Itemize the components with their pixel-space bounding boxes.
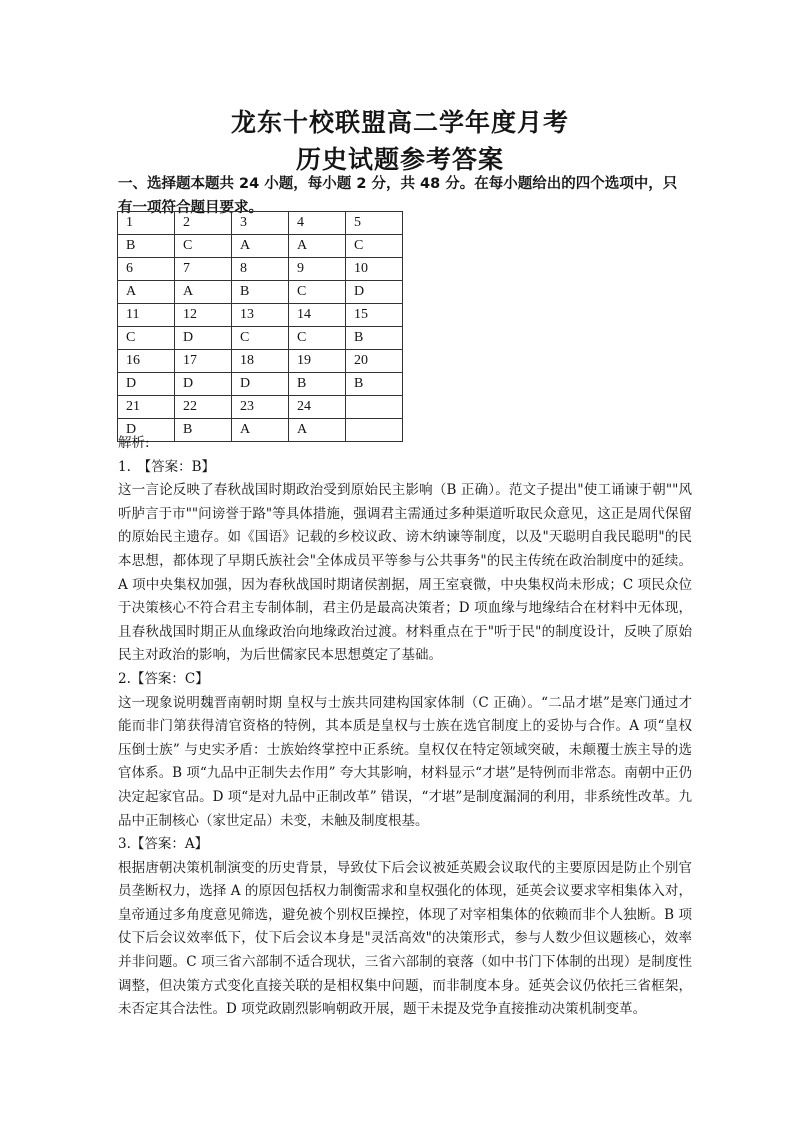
table-cell: 8 — [232, 258, 289, 281]
table-cell: D — [346, 281, 403, 304]
table-cell: 2 — [175, 212, 232, 235]
table-cell: D — [118, 419, 175, 442]
table-cell: 13 — [232, 304, 289, 327]
table-cell: B — [289, 373, 346, 396]
table-cell: D — [232, 373, 289, 396]
table-cell: C — [232, 327, 289, 350]
table-cell: D — [118, 373, 175, 396]
exam-subtitle: 历史试题参考答案 — [295, 145, 504, 174]
table-cell: B — [346, 327, 403, 350]
answer-heading-2: 2.【答案：C】 — [118, 670, 209, 687]
table-cell: 6 — [118, 258, 175, 281]
table-row — [118, 304, 403, 327]
table-cell: 23 — [232, 396, 289, 419]
table-cell: B — [232, 281, 289, 304]
table-cell: 22 — [175, 396, 232, 419]
analysis-section — [118, 432, 692, 1022]
table-row — [118, 258, 403, 281]
table-row — [118, 350, 403, 373]
answer-heading-3: 3.【答案：A】 — [118, 836, 209, 853]
table-cell: B — [118, 235, 175, 258]
table-cell: D — [175, 327, 232, 350]
table-cell: C — [118, 327, 175, 350]
explanation-paragraph-1: 这一言论反映了春秋战国时期政治受到原始民主影响（B 正确）。范文子提出"使工诵谏于朝""风听胪言于市""问谤誉于路"等具体措施，强调君主需通过多种渠道听取民众意见，这正是周代保留的原始民主遗存。如《国语》记载的乡校议政、谤木纳谏等制度，以及"天聪明自我民聪明"的民本思想，都体现了早期氏族社会"全体成员平等参与公共事务"的民主传统在政治制度中的延续。A 项中央集权加强，因为春秋战国时期诸侯割据，周王室衰微，中央集权尚未形成；C 项民众位于决策核心不符合君主专制体制，君主仍是最高决策者；D 项血缘与地缘结合在材料中无体现，且春秋战国时期正从血缘政治向地缘政治过渡。材料重点在于"听于民"的制度设计，反映了原始民主对政治的影响，为后世儒家民本思想奠定了基础。 — [118, 482, 692, 664]
table-cell: 17 — [175, 350, 232, 373]
table-row — [118, 396, 403, 419]
table-cell: 9 — [289, 258, 346, 281]
table-cell: 11 — [118, 304, 175, 327]
table-cell: D — [175, 373, 232, 396]
table-cell: A — [118, 281, 175, 304]
table-cell: 14 — [289, 304, 346, 327]
table-cell: 12 — [175, 304, 232, 327]
table-cell: 20 — [346, 350, 403, 373]
table-cell: A — [175, 281, 232, 304]
table-cell: 5 — [346, 212, 403, 235]
table-row — [118, 327, 403, 350]
table-row — [118, 373, 403, 396]
table-cell: A — [289, 419, 346, 442]
table-cell: 24 — [289, 396, 346, 419]
table-cell: 15 — [346, 304, 403, 327]
answer-heading-1: 1. 【答案：B】 — [118, 458, 216, 475]
table-cell: C — [289, 281, 346, 304]
table-cell: A — [289, 235, 346, 258]
table-cell: 19 — [289, 350, 346, 373]
table-cell: A — [232, 235, 289, 258]
analysis-label: 解析: — [118, 435, 150, 451]
table-row — [118, 235, 403, 258]
section-instructions: 一、选择题本题共 24 小题，每小题 2 分，共 48 分。在每小题给出的四个选项中，只有一项符合题目要求。 — [118, 176, 678, 216]
table-cell: 21 — [118, 396, 175, 419]
table-cell: C — [175, 235, 232, 258]
explanation-paragraph-3: 根据唐朝决策机制演变的历史背景，导致仗下后会议被延英殿会议取代的主要原因是防止个别官员垄断权力，选择 A 的原因包括权力制衡需求和皇权强化的体现，延英会议要求宰相集体入对，皇帝通过多角度意见筛选，避免被个别权臣操控，体现了对宰相集体的依赖而非个人独断。B 项仗下后会议效率低下，仗下后会议本身是"灵活高效"的决策形式，参与人数少但议题核心，效率并非问题。C 项三省六部制不适合现状，三省六部制的衰落（如中书门下体制的出现）是制度性调整，但决策方式变化直接关联的是相权集中问题，而非制度本身。延英会议仍依托三省框架，未否定其合法性。D 项党政剧烈影响朝政开展，题干未提及党争直接推动决策机制变革。 — [118, 859, 692, 1018]
table-cell: 3 — [232, 212, 289, 235]
table-row — [118, 212, 403, 235]
table-cell: 18 — [232, 350, 289, 373]
table-cell: B — [346, 373, 403, 396]
table-cell: 16 — [118, 350, 175, 373]
table-cell: A — [232, 419, 289, 442]
table-cell: 1 — [118, 212, 175, 235]
table-cell: 4 — [289, 212, 346, 235]
table-cell — [346, 396, 403, 419]
table-row — [118, 281, 403, 304]
table-cell: 7 — [175, 258, 232, 281]
table-cell: 10 — [346, 258, 403, 281]
explanation-paragraph-2: 这一现象说明魏晋南朝时期 皇权与士族共同建构国家体制（C 正确）。“二品才堪”是寒门通过才能而非门第获得清官资格的特例，其本质是皇权与士族在选官制度上的妥协与合作。A 项“皇权压倒士族” 与史实矛盾：士族始终掌控中正系统。皇权仅在特定领域突破，未颠覆士族主导的选官体系。B 项“九品中正制失去作用” 夸大其影响，材料显示“才堪”是特例而非常态。南朝中正仍决定起家官品。D 项“是对九品中正制改革” 错误，“才堪”是制度漏洞的利用，非系统性改革。九品中正制核心（家世定品）未变，未触及制度根基。 — [118, 694, 692, 829]
answer-table — [117, 211, 403, 442]
exam-title: 龙东十校联盟高二学年度月考 — [230, 108, 569, 137]
table-cell: C — [289, 327, 346, 350]
table-cell: C — [346, 235, 403, 258]
table-cell: B — [175, 419, 232, 442]
